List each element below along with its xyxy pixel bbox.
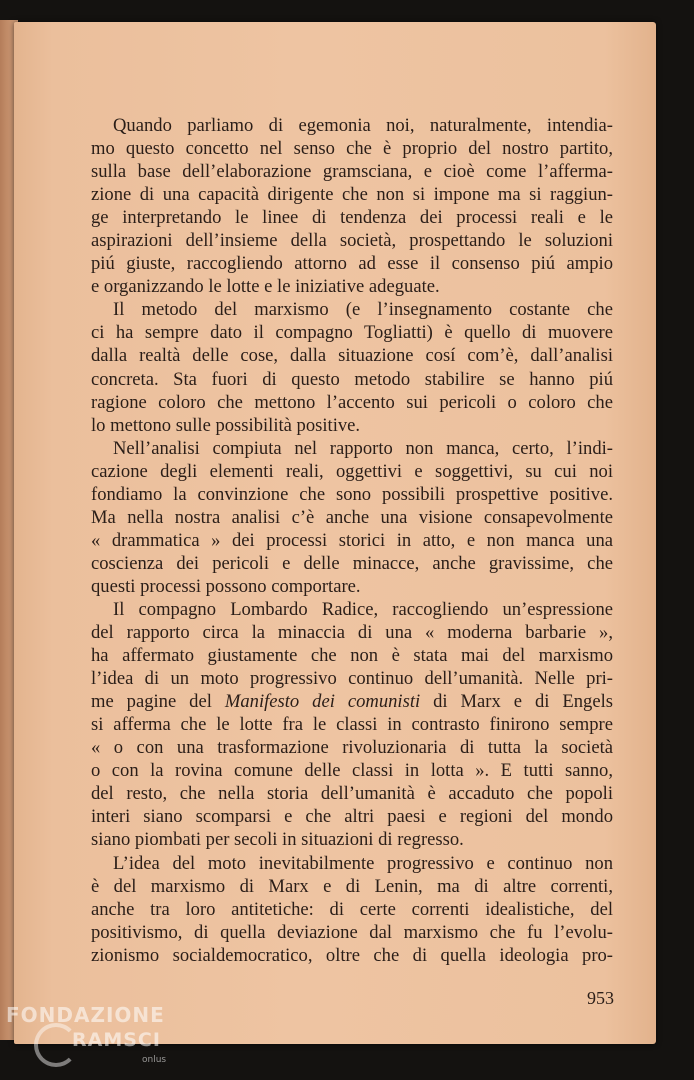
body-text [91,114,613,967]
text-line: e organizzando le lotte e le iniziative adeguate. [91,276,440,298]
text-line: Nell’analisi compiuta nel rapporto non manca, certo, l’indi- [113,437,613,459]
watermark-line3: onlus [142,1055,167,1065]
text-line: interi siano scomparsi e che altri paesi e regioni del mondo [91,806,613,828]
text-line: me pagine del Manifesto dei comunisti di Marx e di Engels [91,691,613,713]
text-line: « drammatica » dei processi storici in atto, e non manca una [91,529,613,551]
text-line: Ma nella nostra analisi c’è anche una visione consapevolmente [91,506,613,528]
text-line: coscienza dei pericoli e delle minacce, anche gravissime, che [91,552,613,574]
text-line: ragione coloro che mettono l’accento sui pericoli o coloro che [91,391,613,413]
text-line: Il metodo del marxismo (e l’insegnamento costante che [113,299,613,321]
text-line: sulla base dell’elaborazione gramsciana, e cioè come l’afferma- [91,161,613,183]
text-line: piú giuste, raccogliendo attorno ad esse il consenso piú ampio [91,253,613,275]
text-line: fondiamo la convinzione che sono possibili prospettive positive. [91,483,613,505]
italic-title: Manifesto dei comunisti [224,691,421,713]
paragraph [91,298,613,436]
watermark-line2: RAMSCI [72,1029,161,1051]
text-line: del rapporto circa la minaccia di una « moderna barbarie », [91,622,613,644]
page-number: 953 [587,988,614,1008]
text-line: anche tra loro antitetiche: di certe correnti idealistiche, del [91,898,613,920]
text-line: lo mettono sulle possibilità positive. [91,414,361,436]
text-line: positivismo, di quella deviazione dal marxismo che fu l’evolu- [91,921,613,943]
text-line: ge interpretando le linee di tendenza dei processi reali e le [91,207,613,229]
paragraph [91,114,613,298]
text-line: zionismo socialdemocratico, oltre che di quella ideologia pro- [91,944,613,966]
text-line: ci ha sempre dato il compagno Togliatti) è quello di muovere [91,322,613,344]
paragraph [91,852,613,967]
text-line: zione di una capacità dirigente che non si impone ma si raggiun- [91,184,613,206]
text-line: è del marxismo di Marx e di Lenin, ma di altre correnti, [91,875,613,897]
text-line: « o con una trasformazione rivoluzionaria di tutta la società [91,737,613,759]
text-line: mo questo concetto nel senso che è proprio del nostro partito, [91,138,613,160]
watermark-line1: FONDAZIONE [6,1003,165,1027]
text-line: L’idea del moto inevitabilmente progressivo e continuo non [113,852,613,874]
paragraph [91,598,613,852]
text-line: o con la rovina comune delle classi in lotta ». E tutti sanno, [91,760,613,782]
text-line: questi processi possono comportare. [91,575,361,597]
text-line: Quando parliamo di egemonia noi, naturalmente, intendia- [113,115,613,136]
text-line: ha affermato giustamente che non è stata mai del marxismo [91,645,613,667]
text-line: si afferma che le lotte fra le classi in contrasto finirono sempre [91,714,613,736]
text-line: siano piombati per secoli in situazioni di regresso. [91,829,464,851]
text-line: del resto, che nella storia dell’umanità è accaduto che popoli [91,783,613,805]
text-line: cazione degli elementi reali, oggettivi e soggettivi, su cui noi [91,460,613,482]
text-line: aspirazioni dell’insieme della società, prospettando le soluzioni [91,230,613,252]
book-page [14,22,656,1044]
text-line: concreta. Sta fuori di questo metodo stabilire se hanno piú [91,368,613,390]
text-line: l’idea di un moto progressivo continuo dell’umanità. Nelle pri- [91,668,613,690]
text-line: dalla realtà delle cose, dalla situazione cosí com’è, dall’analisi [91,345,613,367]
paragraph [91,437,613,598]
text-line: Il compagno Lombardo Radice, raccogliendo un’espressione [113,598,613,620]
